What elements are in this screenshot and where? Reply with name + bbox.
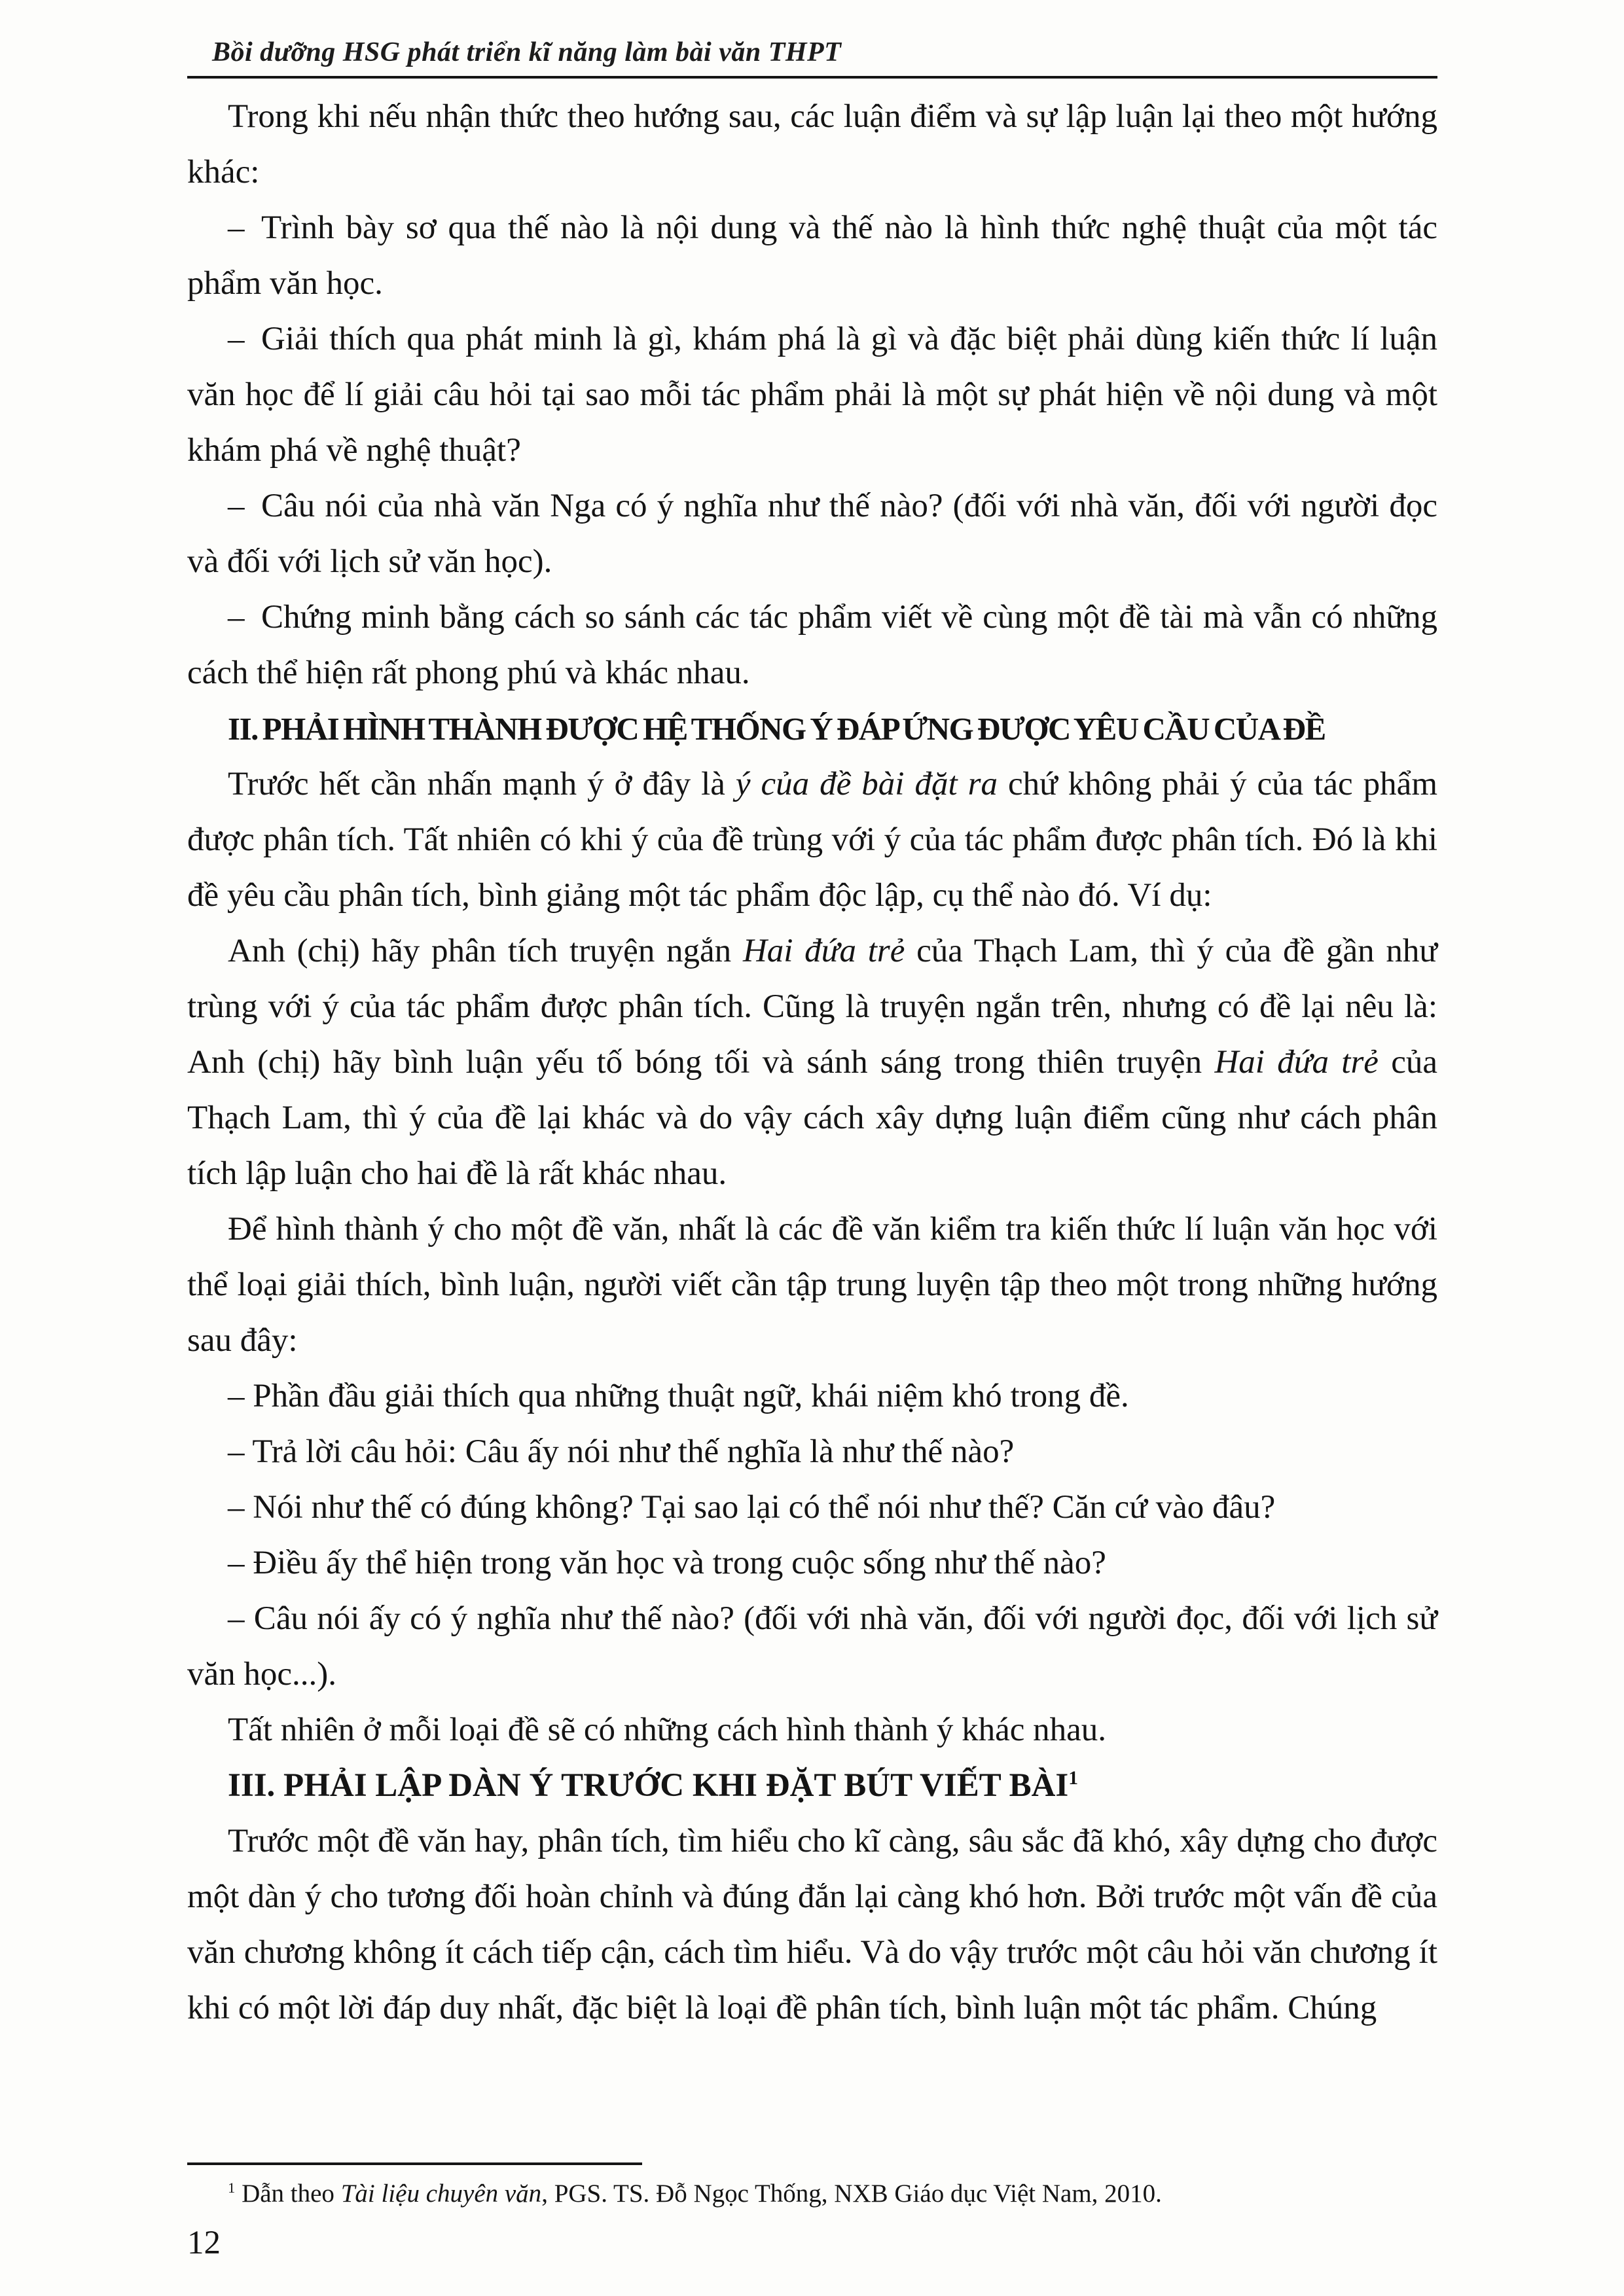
section-heading: [187, 1758, 1437, 1814]
page-footer: [187, 2162, 1437, 2262]
text-segment: Anh (chị) hãy phân tích truyện ngắn: [228, 933, 743, 969]
paragraph: [187, 1202, 1437, 1369]
paragraph: [187, 89, 1437, 200]
text-segment: , PGS. TS. Đỗ Ngọc Thống, NXB Giáo dục Việt Nam, 2010.: [541, 2179, 1162, 2208]
paragraph: [187, 1591, 1437, 1702]
paragraph: [187, 590, 1437, 701]
paragraph: [187, 478, 1437, 590]
text-segment: Trước hết cần nhấn mạnh ý ở đây là: [228, 766, 736, 802]
text-segment: Hai đứa trẻ: [742, 933, 905, 969]
text-segment: ý của đề bài đặt ra: [735, 766, 998, 802]
text-segment: – Chứng minh bằng cách so sánh các tác phẩm viết về cùng một đề tài mà vẫn có những cách thể hiện rất phong phú và khác nhau.: [187, 599, 1437, 691]
text-segment: của Thạch Lam, thì ý của đề gần như trùng với ý của tác phẩm được phân tích. Cũng là truyện ngắn trên, nhưng có đề lại nêu là: Anh (chị) hãy bình luận yếu tố bóng tối và sánh sáng trong thiên truyện: [187, 933, 1438, 1081]
text-segment: – Phần đầu giải thích qua những thuật ngữ, khái niệm khó trong đề.: [228, 1378, 1129, 1414]
section-heading: [187, 701, 1437, 757]
paragraph: [187, 1369, 1437, 1424]
text-segment: – Nói như thế có đúng không? Tại sao lại có thể nói như thế? Căn cứ vào đâu?: [228, 1489, 1276, 1526]
footnote-rule: [187, 2162, 642, 2165]
text-segment: – Điều ấy thể hiện trong văn học và trong cuộc sống như thế nào?: [228, 1545, 1106, 1581]
paragraph: [187, 757, 1437, 924]
text-segment: – Câu nói của nhà văn Nga có ý nghĩa như thế nào? (đối với nhà văn, đối với người đọc và đối với lịch sử văn học).: [187, 488, 1437, 580]
page-body: [187, 89, 1437, 2036]
paragraph: [187, 200, 1437, 312]
text-segment: Trong khi nếu nhận thức theo hướng sau, các luận điểm và sự lập luận lại theo một hướng khác:: [187, 98, 1437, 190]
paragraph: [187, 1480, 1437, 1535]
text-segment: Hai đứa trẻ: [1214, 1044, 1379, 1081]
text-segment: của Thạch Lam, thì ý của đề lại khác và do vậy cách xây dựng luận điểm cũng như cách phân tích lập luận cho hai đề là rất khác nhau.: [187, 1044, 1437, 1192]
page-number: 12: [187, 2225, 221, 2261]
text-segment: – Trình bày sơ qua thế nào là nội dung và thế nào là hình thức nghệ thuật của một tác phẩm văn học.: [187, 209, 1437, 302]
paragraph: [187, 1814, 1437, 2036]
text-segment: – Câu nói ấy có ý nghĩa như thế nào? (đối với nhà văn, đối với người đọc, đối với lịch sử văn học...).: [187, 1600, 1437, 1693]
running-header: [187, 33, 1437, 79]
text-segment: Tài liệu chuyên văn: [340, 2179, 542, 2208]
paragraph: [187, 312, 1437, 478]
footnote-reference: 1: [1068, 1768, 1079, 1789]
text-segment: Trước một đề văn hay, phân tích, tìm hiểu cho kĩ càng, sâu sắc đã khó, xây dựng cho được một dàn ý cho tương đối hoàn chỉnh và đúng đắn lại càng khó hơn. Bởi trước một vấn đề của văn chương không ít cách tiếp cận, cách tìm hiểu. Và do vậy trước một câu hỏi văn chương ít khi có một lời đáp duy nhất, đặc biệt là loại đề phân tích, bình luận một tác phẩm. Chúng: [187, 1823, 1437, 2026]
text-segment: – Giải thích qua phát minh là gì, khám phá là gì và đặc biệt phải dùng kiến thức lí luận văn học để lí giải câu hỏi tại sao mỗi tác phẩm phải là một sự phát hiện về nội dung và một khám phá về nghệ thuật?: [187, 321, 1437, 469]
paragraph: [187, 1702, 1437, 1758]
paragraph: [187, 1424, 1437, 1480]
paragraph: [187, 924, 1437, 1202]
text-segment: III. PHẢI LẬP DÀN Ý TRƯỚC KHI ĐẶT BÚT VIẾT BÀI: [228, 1767, 1069, 1804]
footnote: [187, 2176, 1437, 2212]
header-title: Bồi dưỡng HSG phát triển kĩ năng làm bài văn THPT: [212, 37, 842, 67]
text-segment: chứ không phải ý của tác phẩm được phân tích. Tất nhiên có khi ý của đề trùng với ý của tác phẩm được phân tích. Đó là khi đề yêu cầu phân tích, bình giảng một tác phẩm độc lập, cụ thể nào đó. Ví dụ:: [187, 766, 1437, 914]
text-segment: Tất nhiên ở mỗi loại đề sẽ có những cách hình thành ý khác nhau.: [228, 1712, 1106, 1748]
footnote-reference: 1: [228, 2179, 236, 2196]
text-segment: Để hình thành ý cho một đề văn, nhất là các đề văn kiểm tra kiến thức lí luận văn học với thể loại giải thích, bình luận, người viết cần tập trung luyện tập theo một trong những hướng sau đây:: [187, 1211, 1437, 1359]
text-segment: II. PHẢI HÌNH THÀNH ĐƯỢC HỆ THỐNG Ý ĐÁP ỨNG ĐƯỢC YÊU CẦU CỦA ĐỀ: [228, 711, 1326, 747]
text-segment: Dẫn theo: [235, 2179, 341, 2208]
paragraph: [187, 1535, 1437, 1591]
text-segment: – Trả lời câu hỏi: Câu ấy nói như thế nghĩa là như thế nào?: [228, 1433, 1015, 1470]
